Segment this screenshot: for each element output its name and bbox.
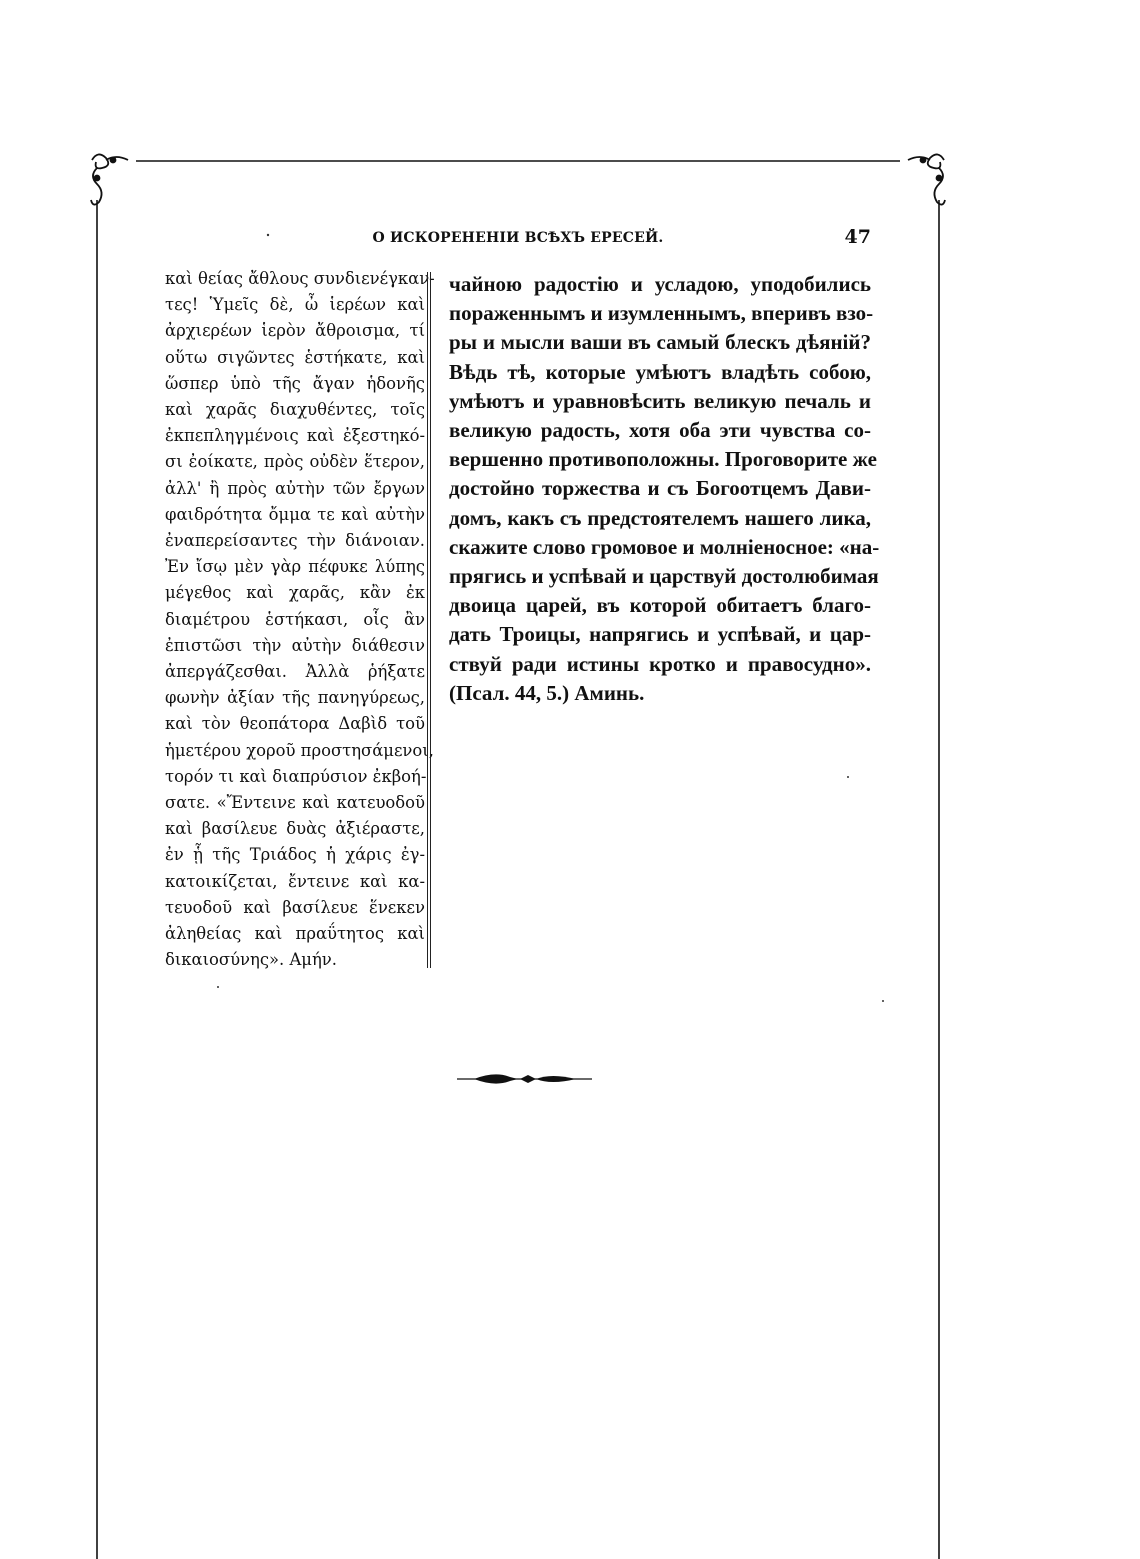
greek-line: φωνὴν ἀξίαν τῆς πανηγύρεως, [165,688,425,708]
greek-line: διαμέτρου ἑστήκασι, οἷς ἂν [165,609,425,629]
column-divider [427,272,431,968]
greek-line: ἀλλ' ἢ πρὸς αὐτὴν τῶν ἔργων [165,478,425,498]
greek-line: οὕτω σιγῶντες ἑστήκατε, καὶ [165,347,425,367]
greek-line: τορόν τι καὶ διαπρύσιον ἐκβοή- [165,766,427,786]
greek-line: καὶ χαρᾶς διαχυθέντες, τοῖς [165,400,425,420]
greek-line: τευοδοῦ καὶ βασίλευε ἕνεκεν [165,897,425,917]
corner-flourish-top-right-icon [908,154,945,204]
greek-line: δικαιοσύνης». Αμήν. [165,950,337,970]
russian-line: домъ, какъ съ предстоятелемъ нашего лика, [449,505,871,530]
greek-line: ἡμετέρου χοροῦ προστησάμενοι, [165,740,434,760]
russian-line: умѣютъ и уравновѣсить великую печаль и [449,388,871,413]
greek-line: φαιδρότητα ὄμμα τε καὶ αὐτὴν [165,504,425,524]
greek-text-column [165,266,435,973]
greek-line: ὥσπερ ὑπὸ τῆς ἄγαν ἡδονῆς [165,373,425,393]
russian-line: дать Троицы, напрягись и успѣвай, и цар- [449,622,871,647]
russian-line: пораженнымъ и изумленнымъ, вперивъ взо- [449,301,874,326]
greek-line: ἀπεργάζεσθαι. Ἀλλὰ ῥήξατε [165,662,425,682]
page-title: О ИСКОРЕНЕНІИ ВСѢХЪ ЕРЕСЕЙ. [372,230,664,246]
russian-line: ствуй ради истины кротко и правосудно». [449,651,871,676]
tailpiece-ornament-icon [457,1074,592,1083]
russian-line: вершенно противоположны. Проговорите же [449,447,877,472]
greek-line: καὶ τὸν θεοπάτορα Δαβὶδ τοῦ [165,714,425,734]
greek-line: κατοικίζεται, ἔντεινε καὶ κα- [165,871,425,891]
russian-line: прягись и успѣвай и царствуй достолюбимая [449,564,879,589]
greek-line: ἐπιστῶσι τὴν αὐτὴν διάθεσιν [165,635,425,655]
russian-line: достойно торжества и съ Богоотцемъ Дави- [449,476,871,501]
greek-line: ἐναπερείσαντες τὴν διάνοιαν. [165,531,425,551]
russian-line: чайною радостію и усладою, уподобились [449,272,871,296]
russian-line: (Псал. 44, 5.) Аминь. [449,680,645,705]
russian-line: скажите слово громовое и молніеносное: «на- [449,534,880,559]
russian-line: ры и мысли ваши въ самый блескъ дѣяній? [449,330,871,355]
running-header [165,226,871,254]
greek-line: σι ἐοίκατε, πρὸς οὐδὲν ἕτερον, [165,452,425,472]
greek-line: ἀρχιερέων ἱερὸν ἄθροισμα, τί [165,321,425,341]
russian-text-column [449,270,880,708]
greek-line: ἐν ᾗ τῆς Τριάδος ἡ χάρις ἐγ- [165,845,425,865]
greek-line: καὶ βασίλευε δυὰς ἀξιέραστε, [165,819,425,839]
greek-line: ἐκπεπληγμένοις καὶ ἐξεστηκό- [165,426,425,446]
greek-line: μέγεθος καὶ χαρᾶς, κἂν ἐκ [165,583,425,603]
greek-line: ἀληθείας καὶ πραΰτητος καὶ [165,924,425,944]
russian-line: великую радость, хотя оба эти чувства со- [449,418,871,443]
corner-flourish-top-left-icon [91,154,128,204]
page-number: 47 [844,226,871,248]
greek-line: τες! Ὑμεῖς δὲ, ὦ ἱερέων καὶ [165,295,425,315]
russian-line: Вѣдь тѣ, которые умѣютъ владѣть собою, [449,359,871,384]
greek-line: σατε. «Ἔντεινε καὶ κατευοδοῦ [165,793,425,813]
russian-line: двоица царей, въ которой обитаетъ благо- [449,593,871,618]
greek-line: Ἐν ἴσῳ μὲν γὰρ πέφυκε λύπης [165,557,425,577]
greek-line: καὶ θείας ἄθλους συνδιενέγκαν- [165,269,435,288]
